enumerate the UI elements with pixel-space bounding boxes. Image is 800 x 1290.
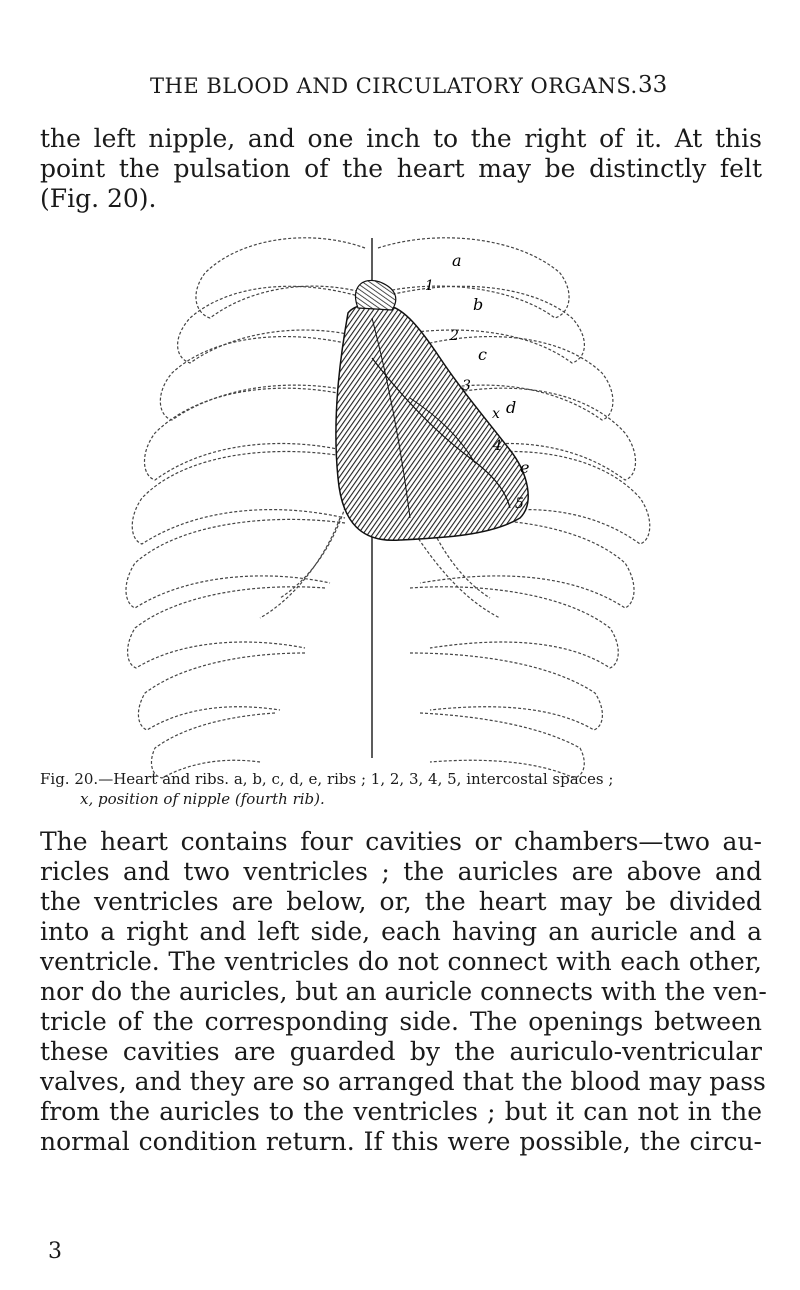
paragraph-line: nor do the auricles, but an auricle connects with the ven- <box>40 977 767 1006</box>
running-head: THE BLOOD AND CIRCULATORY ORGANS. <box>150 74 638 98</box>
caption-line-1: Fig. 20.—Heart and ribs. a, b, c, d, e, ribs ; 1, 2, 3, 4, 5, intercostal spaces ; <box>40 770 614 788</box>
label-space-4: 4 <box>493 438 502 454</box>
label-rib-c: c <box>478 345 487 364</box>
caption-line-2: x, position of nipple (fourth rib). <box>80 790 325 808</box>
paragraph-line: from the auricles to the ventricles ; but it can not in the <box>40 1097 762 1126</box>
page-number: 33 <box>638 72 668 98</box>
label-space-5: 5 <box>515 496 524 512</box>
label-rib-e: e <box>520 458 530 477</box>
signature-mark: 3 <box>48 1239 62 1264</box>
paragraph-2 <box>40 827 767 1157</box>
paragraph-line: The heart contains four cavities or chambers—two au- <box>40 827 762 856</box>
paragraph-line: these cavities are guarded by the auriculo-ventricular <box>40 1037 762 1066</box>
label-nipple-x: x <box>492 406 500 422</box>
label-space-2: 2 <box>450 328 459 344</box>
paragraph-line: point the pulsation of the heart may be distinctly felt <box>40 154 762 183</box>
label-space-3: 3 <box>462 378 471 394</box>
paragraph-line: tricle of the corresponding side. The openings between <box>40 1007 762 1036</box>
paragraph-line: ventricle. The ventricles do not connect with each other, <box>40 947 762 976</box>
paragraph-1 <box>40 124 762 214</box>
figure-caption <box>40 769 770 809</box>
label-rib-d: d <box>506 398 517 417</box>
left-ribs <box>126 238 365 778</box>
label-rib-a: a <box>452 251 462 270</box>
label-rib-b: b <box>473 295 484 314</box>
paragraph-line: the left nipple, and one inch to the right of it. At this <box>40 124 762 153</box>
paragraph-line: into a right and left side, each having an auricle and a <box>40 917 762 946</box>
paragraph-line: the ventricles are below, or, the heart may be divided <box>40 887 762 916</box>
label-space-1: 1 <box>425 278 434 294</box>
paragraph-line: valves, and they are so arranged that the blood may pass <box>40 1067 766 1096</box>
paragraph-line: (Fig. 20). <box>40 184 157 213</box>
heart-and-ribs-illustration <box>110 218 730 793</box>
paragraph-line: ricles and two ventricles ; the auricles are above and <box>40 857 762 886</box>
paragraph-line: normal condition return. If this were possible, the circu- <box>40 1127 762 1156</box>
